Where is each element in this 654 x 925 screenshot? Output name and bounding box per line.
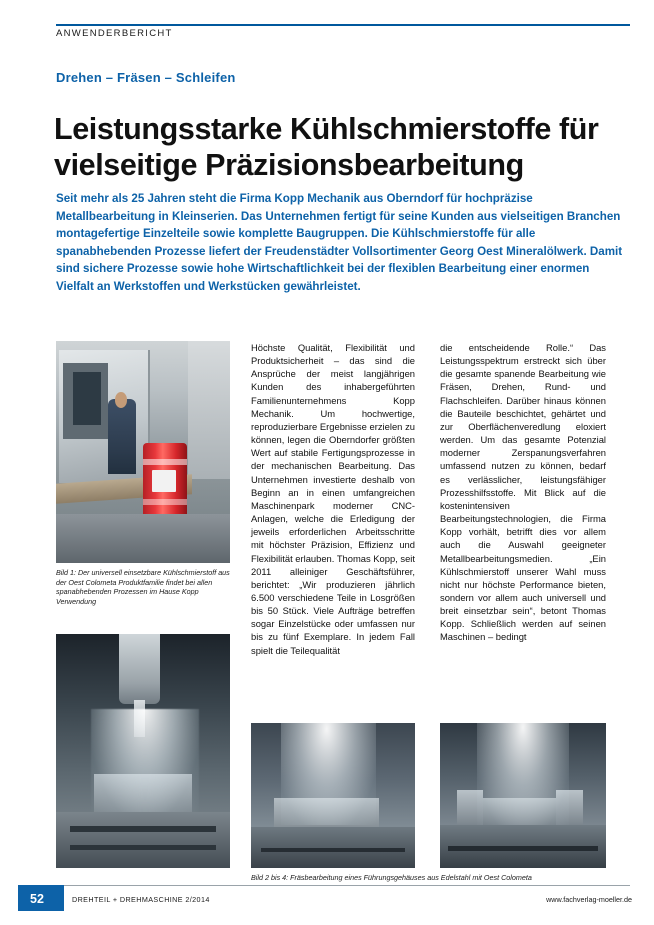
figure-1-caption: Bild 1: Der universell einsetzbare Kühlschmierstoff aus der Oest Colometa Produktfamilie findet bei allen spanabhebenden Prozessen im Hause Kopp Verwendung — [56, 568, 230, 606]
photo2-spindle — [119, 634, 161, 704]
section-kicker: ANWENDERBERICHT — [56, 28, 173, 39]
figures-2-4-caption: Bild 2 bis 4: Fräsbearbeitung eines Führungsgehäuses aus Edelstahl mit Oest Colometa — [251, 873, 532, 882]
photo1-barrel-band-upper — [143, 459, 187, 466]
photo2-table-slot-upper — [70, 826, 216, 832]
photo3-coolant-spray — [281, 723, 376, 825]
photo4-coolant-spray — [477, 723, 570, 830]
photo1-worker-head — [115, 392, 127, 408]
page-header — [0, 0, 654, 52]
footer-publication: DREHTEIL + DREHMASCHINE 2/2014 — [72, 895, 210, 904]
photo1-barrel-label — [152, 470, 176, 492]
body-column-right: die entscheidende Rolle.“ Das Leistungsspektrum erstreckt sich über die gesamte spanende Bearbeitung wie Fräsen, Drehen, Rund- und Flachschleifen. Darüber hinaus können die Bauteile beschichtet, gehärtet und zur Oberflächenveredlung eloxiert werden. Um das gesamte Potenzial moderner Zerspanungsverfahren umfassend nutzen zu können, bedarf es verlässlicher, leistungsfähiger Prozesshilfsstoffe. Mit Blick auf die kostenintensiven Bearbeitungstechnologien, die Firma Kopp vorhält, betrifft dies vor allem auch die Auswahl geeigneter Metallbearbeitungsmedien. „Ein Kühlschmierstoff unserer Wahl muss nicht nur höchste Performance bieten, sondern vor allem auch universell und breit einsetzbar sein“, betont Thomas Kopp. Schließlich werden auf seinen Maschinen – bedingt — [440, 342, 606, 643]
figure-3-image — [251, 723, 415, 868]
photo2-coolant-spray — [91, 709, 199, 817]
figure-2-image — [56, 634, 230, 868]
photo1-floor — [56, 514, 230, 563]
photo1-wall — [188, 341, 230, 479]
figure-4-image — [440, 723, 606, 868]
photo3-table-slot — [261, 848, 405, 852]
page-number: 52 — [30, 892, 44, 906]
footer-rule — [64, 885, 630, 886]
figure-1-image — [56, 341, 230, 563]
photo1-worker-body — [108, 399, 136, 474]
article-overline: Drehen – Fräsen – Schleifen — [56, 70, 236, 85]
footer-website[interactable]: www.fachverlag-moeller.de — [546, 895, 632, 904]
photo2-table-slot-lower — [70, 845, 216, 851]
photo1-barrel-band-lower — [143, 499, 187, 506]
page-title: Leistungsstarke Kühlschmierstoffe für vielseitige Präzisionsbearbeitung — [54, 112, 599, 182]
article-lead: Seit mehr als 25 Jahren steht die Firma Kopp Mechanik aus Oberndorf für hochpräzise Metallbearbeitung in Kleinserien. Das Unternehmen fertigt für seine Kunden aus vielseitigen Branchen montagefertige Einzelteile sowie komplette Baugruppen. Die Kühlschmierstoffe für alle spanabhebenden Prozesse liefert der Freudenstädter Vollsortimenter Georg Oest Mineralölwerk. Damit sind sichere Prozesse sowie hohe Wirtschaftlichkeit bei der flexiblen Bearbeitung einer enormen Vielfalt an Werkstoffen und Werkstücken gewährleistet. — [56, 192, 623, 294]
header-rule — [56, 24, 630, 26]
photo4-table-slot — [448, 846, 597, 850]
photo1-machine-window — [73, 372, 101, 425]
body-column-middle: Höchste Qualität, Flexibilität und Produktsicherheit – das sind die Ansprüche der meist langjährigen Kunden des inhabergeführten Familienunternehmens Kopp Mechanik. Um hochwertige, reproduzierbare Ergebnisse erzielen zu können, legen die Oberndorfer größten Wert auf stabile Fertigungsprozesse in der mechanischen Bearbeitung. Das Unternehmen investierte deshalb von Beginn an in einen umfangreichen Maschinenpark moderner CNC-Anlagen, welche die Erledigung der jeweils erforderlichen Arbeitsschritte mit höchster Präzision, Effizienz und Flexibilität erlauben. Thomas Kopp, seit 2011 alleiniger Geschäftsführer, berichtet: „Wir produzieren jährlich 6.500 verschiedene Teile in Losgrößen bis 50 Stück. Viele Aufträge betreffen sogar Einzelstücke oder umfassen nur bis zu fünf Exemplare. In jedem Fall spielt die Teilequalität — [251, 342, 415, 656]
photo2-machine-table — [56, 812, 230, 868]
